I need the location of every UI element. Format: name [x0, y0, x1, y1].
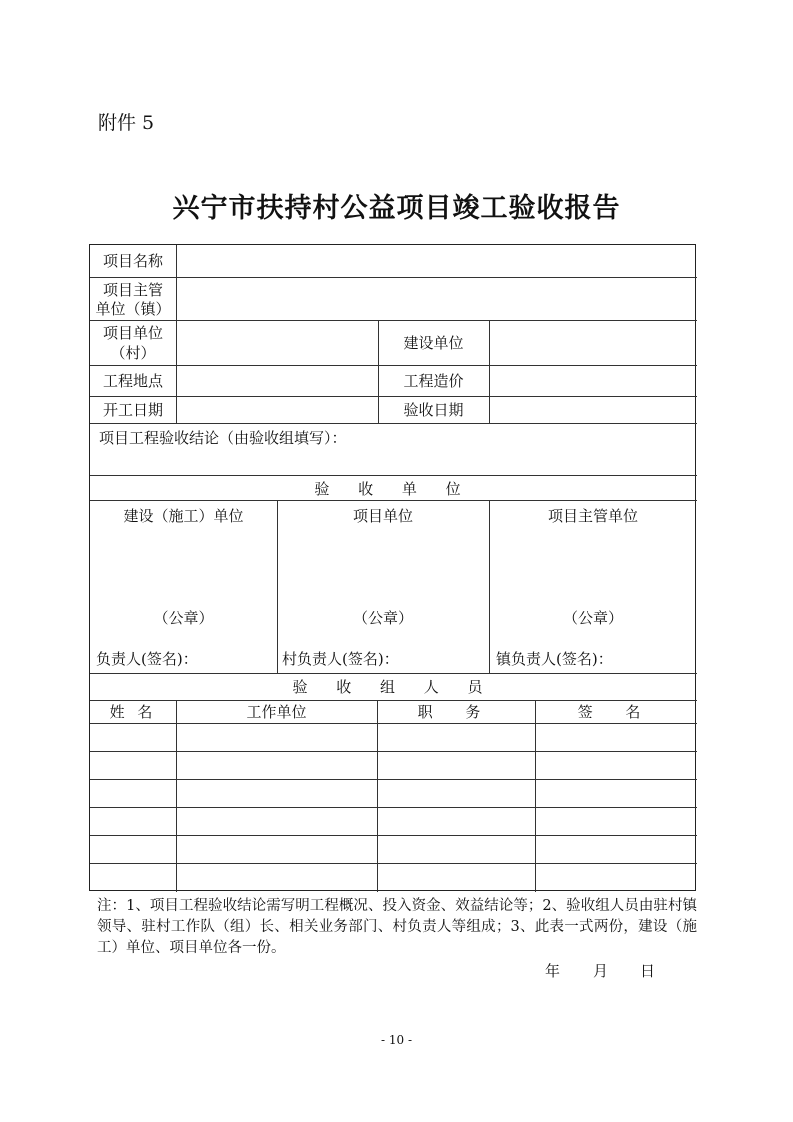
- row-divider: [90, 500, 697, 501]
- column-divider: [176, 700, 177, 892]
- column-divider: [377, 700, 378, 892]
- acceptance-units-heading: 验 收 单 位: [314, 480, 473, 498]
- row-divider: [90, 863, 697, 864]
- footnote: 注：1、项目工程验收结论需写明工程概况、投入资金、效益结论等；2、验收组人员由驻村镇领导、驻村工作队（组）长、相关业务部门、村负责人等组成；3、此表一式两份，建设（施工）单位、项目单位各一份。: [97, 898, 697, 956]
- column-header-name: 姓 名: [109, 703, 157, 721]
- row-divider: [90, 673, 697, 674]
- responsible-signature-label: 负责人(签名)：: [96, 650, 198, 668]
- project-unit-heading: 项目单位: [352, 507, 413, 525]
- official-seal-label: （公章）: [562, 609, 623, 627]
- column-header-work-unit: 工作单位: [246, 703, 307, 721]
- row-divider: [90, 365, 697, 366]
- row-divider: [90, 475, 697, 476]
- official-seal-label: （公章）: [153, 609, 214, 627]
- row-divider: [90, 807, 697, 808]
- date-day-label: 日: [640, 962, 656, 980]
- row-divider: [90, 320, 697, 321]
- row-divider: [90, 396, 697, 397]
- attachment-label: 附件 5: [98, 112, 155, 134]
- date-month-label: 月: [593, 962, 609, 980]
- location-label: 工程地点: [102, 372, 163, 390]
- acceptance-date-label: 验收日期: [403, 401, 464, 419]
- village-responsible-signature-label: 村负责人(签名)：: [282, 650, 399, 668]
- date-year-label: 年: [545, 962, 561, 980]
- row-divider: [90, 700, 697, 701]
- column-divider: [277, 500, 278, 673]
- start-date-label: 开工日期: [102, 401, 163, 419]
- project-name-label: 项目名称: [102, 252, 163, 270]
- row-divider: [90, 779, 697, 780]
- row-divider: [90, 751, 697, 752]
- column-divider: [176, 245, 177, 423]
- row-divider: [90, 835, 697, 836]
- unit-label-line2: （村）: [110, 344, 156, 362]
- construction-unit-label: 建设单位: [403, 334, 464, 352]
- row-divider: [90, 277, 697, 278]
- acceptance-report-table: [89, 244, 696, 891]
- town-responsible-signature-label: 镇负责人(签名)：: [496, 650, 613, 668]
- official-seal-label: （公章）: [352, 609, 413, 627]
- page-title: 兴宁市扶持村公益项目竣工验收报告: [172, 193, 621, 224]
- column-header-position: 职 务: [417, 703, 495, 721]
- cost-label: 工程造价: [403, 372, 464, 390]
- column-divider: [535, 700, 536, 892]
- unit-label-line1: 项目单位: [102, 324, 163, 342]
- row-divider: [90, 423, 697, 424]
- members-heading: 验 收 组 人 员: [292, 678, 495, 696]
- construction-unit-heading: 建设（施工）单位: [123, 507, 244, 525]
- page-number: - 10 -: [380, 1033, 412, 1047]
- column-header-signature: 签 名: [577, 703, 655, 721]
- authority-label-line1: 项目主管: [102, 281, 163, 299]
- column-divider: [489, 320, 490, 423]
- column-divider: [489, 500, 490, 673]
- authority-label-line2: 单位（镇）: [95, 300, 171, 318]
- conclusion-label: 项目工程验收结论（由验收组填写）：: [99, 429, 347, 447]
- authority-unit-heading: 项目主管单位: [547, 507, 638, 525]
- row-divider: [90, 723, 697, 724]
